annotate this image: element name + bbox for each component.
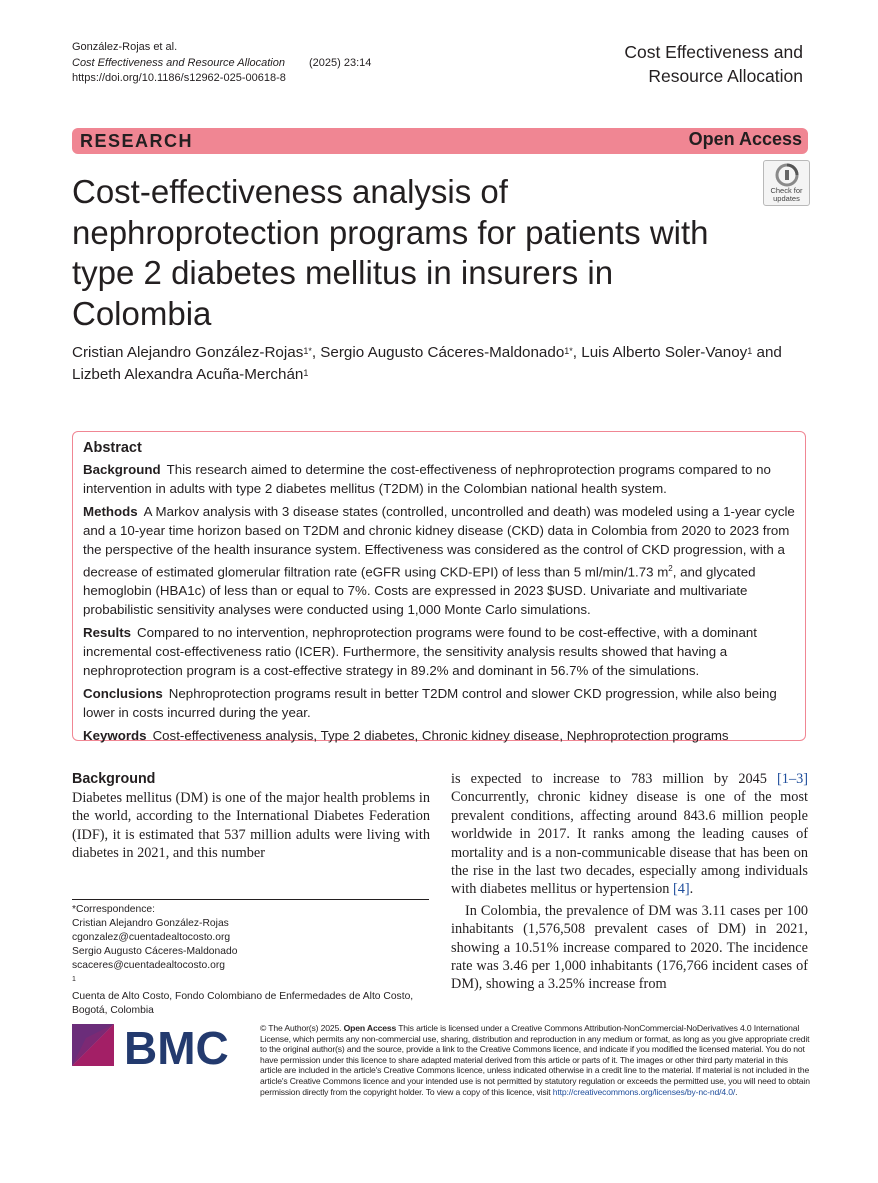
body-text: Concurrently, chronic kidney disease is one of the most prevalent conditions, affecting around 843.6 million people worldwide in 2017. It ranks among the leading causes of mortality and is a non-communicable disease that has been on the rise in the last two decades, especially among individuals with diabetes mellitus or hypertension [451,789,808,898]
license-prefix: © The Author(s) 2025. [260,1023,344,1033]
check-updates-icon [775,163,799,187]
header-authors: González-Rojas et al. [72,41,178,53]
author-name[interactable]: Cristian Alejandro González-Rojas [72,344,304,361]
journal-name-line2: Resource Allocation [648,66,803,86]
correspondence-email[interactable]: cgonzalez@cuentadealtocosto.org [72,932,231,943]
body-paragraph: Diabetes mellitus (DM) is one of the major health problems in the world, according to the International Diabetes Federation (IDF), it is estimated that 537 million adults were living with diabetes in 2021, and this number [72,790,430,862]
abstract-results-text: Compared to no intervention, nephroprotection programs were found to be cost-effective, with a dominant incremental cost-effectiveness ratio (ICER). Furthermore, the sensitivity analysis results showed that having a nephroprotection program is a cost-effective strategy in 89.2% and dominant in 56.7% of the simulations. [83,625,757,679]
abstract-results [83,623,795,680]
section-heading-background: Background [72,771,156,787]
article-type-label: RESEARCH [80,131,194,151]
license-link[interactable]: http://creativecommons.org/licenses/by-nc-nd/4.0/ [552,1086,736,1097]
author-name[interactable]: Lizbeth Alexandra Acuña-Merchán [72,366,304,383]
bmc-logo [72,1022,236,1070]
abstract-results-label: Results [83,625,132,641]
abstract-methods-text: A Markov analysis with 3 disease states (controlled, uncontrolled and death) was modeled using a 1-year cycle and a 10-year time horizon based on T2DM and chronic kidney disease (CKD) data in Colombia from 2020 to 2023 from the perspective of the health insurance system. Effectiveness was considered as the control of CKD progression, with a decrease of estimated glomerular filtration rate (eGFR using CKD-EPI) of less than 5 ml/min/1.73 m [83,504,795,580]
abstract-heading: Abstract [83,440,142,456]
correspondence-label: *Correspondence: [72,904,155,915]
author-name[interactable]: Luis Alberto Soler-Vanoy [581,344,748,361]
author-affiliation: 1* [564,346,573,356]
correspondence-footnote [72,903,432,1018]
abstract-keywords-label: Keywords [83,728,147,744]
footnote-divider [72,899,429,900]
running-header [72,40,371,87]
header-citation: (2025) 23:14 [308,56,372,69]
body-paragraph: In Colombia, the prevalence of DM was 3.11 cases per 100 inhabitants (1,576,508 prevalent cases of DM) in 2021, showing a 10.51% increase compared to 2020. The incidence rate was 3.46 per 1,000 inhabitants (176,766 incident cases of DM), showing a 3.25% increase from [451,902,808,993]
citation-link[interactable]: [4] [672,881,690,898]
journal-name-line1: Cost Effectiveness and [624,42,803,62]
check-updates-line2: updates [773,194,800,203]
body-paragraph [451,770,808,899]
abstract-conclusions [83,684,795,722]
author-separator: , [572,344,582,361]
check-for-updates-button[interactable] [763,160,810,206]
article-type-band [72,128,808,154]
header-journal: Cost Effectiveness and Resource Allocation [72,56,285,69]
author-affiliation: 1 [303,368,309,378]
correspondence-name: Cristian Alejandro González-Rojas [72,918,229,929]
author-affiliation: 1 [747,346,753,356]
license-statement [260,1023,812,1097]
affiliation [72,973,432,1018]
abstract-background-text: This research aimed to determine the cost-effectiveness of nephroprotection programs compared to no intervention in adults with type 2 diabetes mellitus (T2DM) in the Colombian national health system. [83,462,771,496]
abstract-methods-sup: 2 [668,564,673,573]
abstract-keywords [83,726,795,745]
correspondence-email[interactable]: scaceres@cuentadealtocosto.org [72,960,225,971]
correspondence-name: Sergio Augusto Cáceres-Maldonado [72,946,238,957]
abstract-methods [83,502,795,619]
affiliation-text: Cuenta de Alto Costo, Fondo Colombiano de Enfermedades de Alto Costo, Bogotá, Colombia [72,991,414,1017]
abstract-keywords-text: Cost-effectiveness analysis, Type 2 diabetes, Chronic kidney disease, Nephroprotection programs [152,728,729,744]
license-suffix: . [735,1086,738,1097]
license-text: This article is licensed under a Creative Commons Attribution-NonCommercial-NoDerivatives 4.0 International License, which permits any non-commercial use, sharing, distribution and reproduction in any medium or format, as long as you give appropriate credit to the original author(s) and the source, provide a link to the Creative Commons licence, and indicate if you modified the licensed material. You do not have permission under this licence to share adapted material derived from this article or parts of it. The images or other third party material in this article are included in the article's Creative Commons licence, unless indicated otherwise in a credit line to the material. If material is not included in the article's Creative Commons licence and your intended use is not permitted by statutory regulation or exceeds the permitted use, you will need to obtain permission directly from the copyright holder. To view a copy of this licence, visit [260,1023,810,1097]
body-text: is expected to increase to 783 million by 2045 [451,771,778,787]
abstract-methods-label: Methods [83,504,138,519]
journal-name [624,40,803,88]
doi-link[interactable]: https://doi.org/10.1186/s12962-025-00618-8 [72,72,286,84]
citation-link[interactable]: [1–3] [777,771,808,787]
abstract-background [83,460,795,498]
body-text: . [689,881,694,898]
author-separator: , [311,344,321,361]
body-column-right [451,770,808,994]
author-list [72,342,812,386]
affiliation-sup: 1 [72,976,76,983]
abstract-conclusions-text: Nephroprotection programs result in better T2DM control and slower CKD progression, while also being lower in costs incurred during the year. [83,686,777,721]
body-column-left [72,770,430,863]
abstract-conclusions-label: Conclusions [83,686,163,702]
article-title: Cost-effectiveness analysis of nephroprotection programs for patients with type 2 diabetes mellitus in insurers in Colombia [72,173,709,332]
author-affiliation: 1* [303,346,312,356]
license-open-access: Open Access [343,1023,397,1033]
abstract-methods-text-cont: , and glycated hemoglobin (HBA1c) of less than or equal to 7%. Costs are expressed in 2023 $USD. Univariate and multivariate probabilistic sensitivity analyses were conducted using 1,000 Monte Carlo simulations. [83,564,756,618]
abstract-background-label: Background [83,462,161,477]
author-separator: and [752,344,782,361]
author-name[interactable]: Sergio Augusto Cáceres-Maldonado [320,344,565,361]
open-access-label: Open Access [688,129,802,149]
abstract-box [72,431,806,744]
header-journal-row [72,56,371,72]
check-updates-line1: Check for [770,186,803,195]
bmc-logo-text: BMC [124,1022,229,1070]
